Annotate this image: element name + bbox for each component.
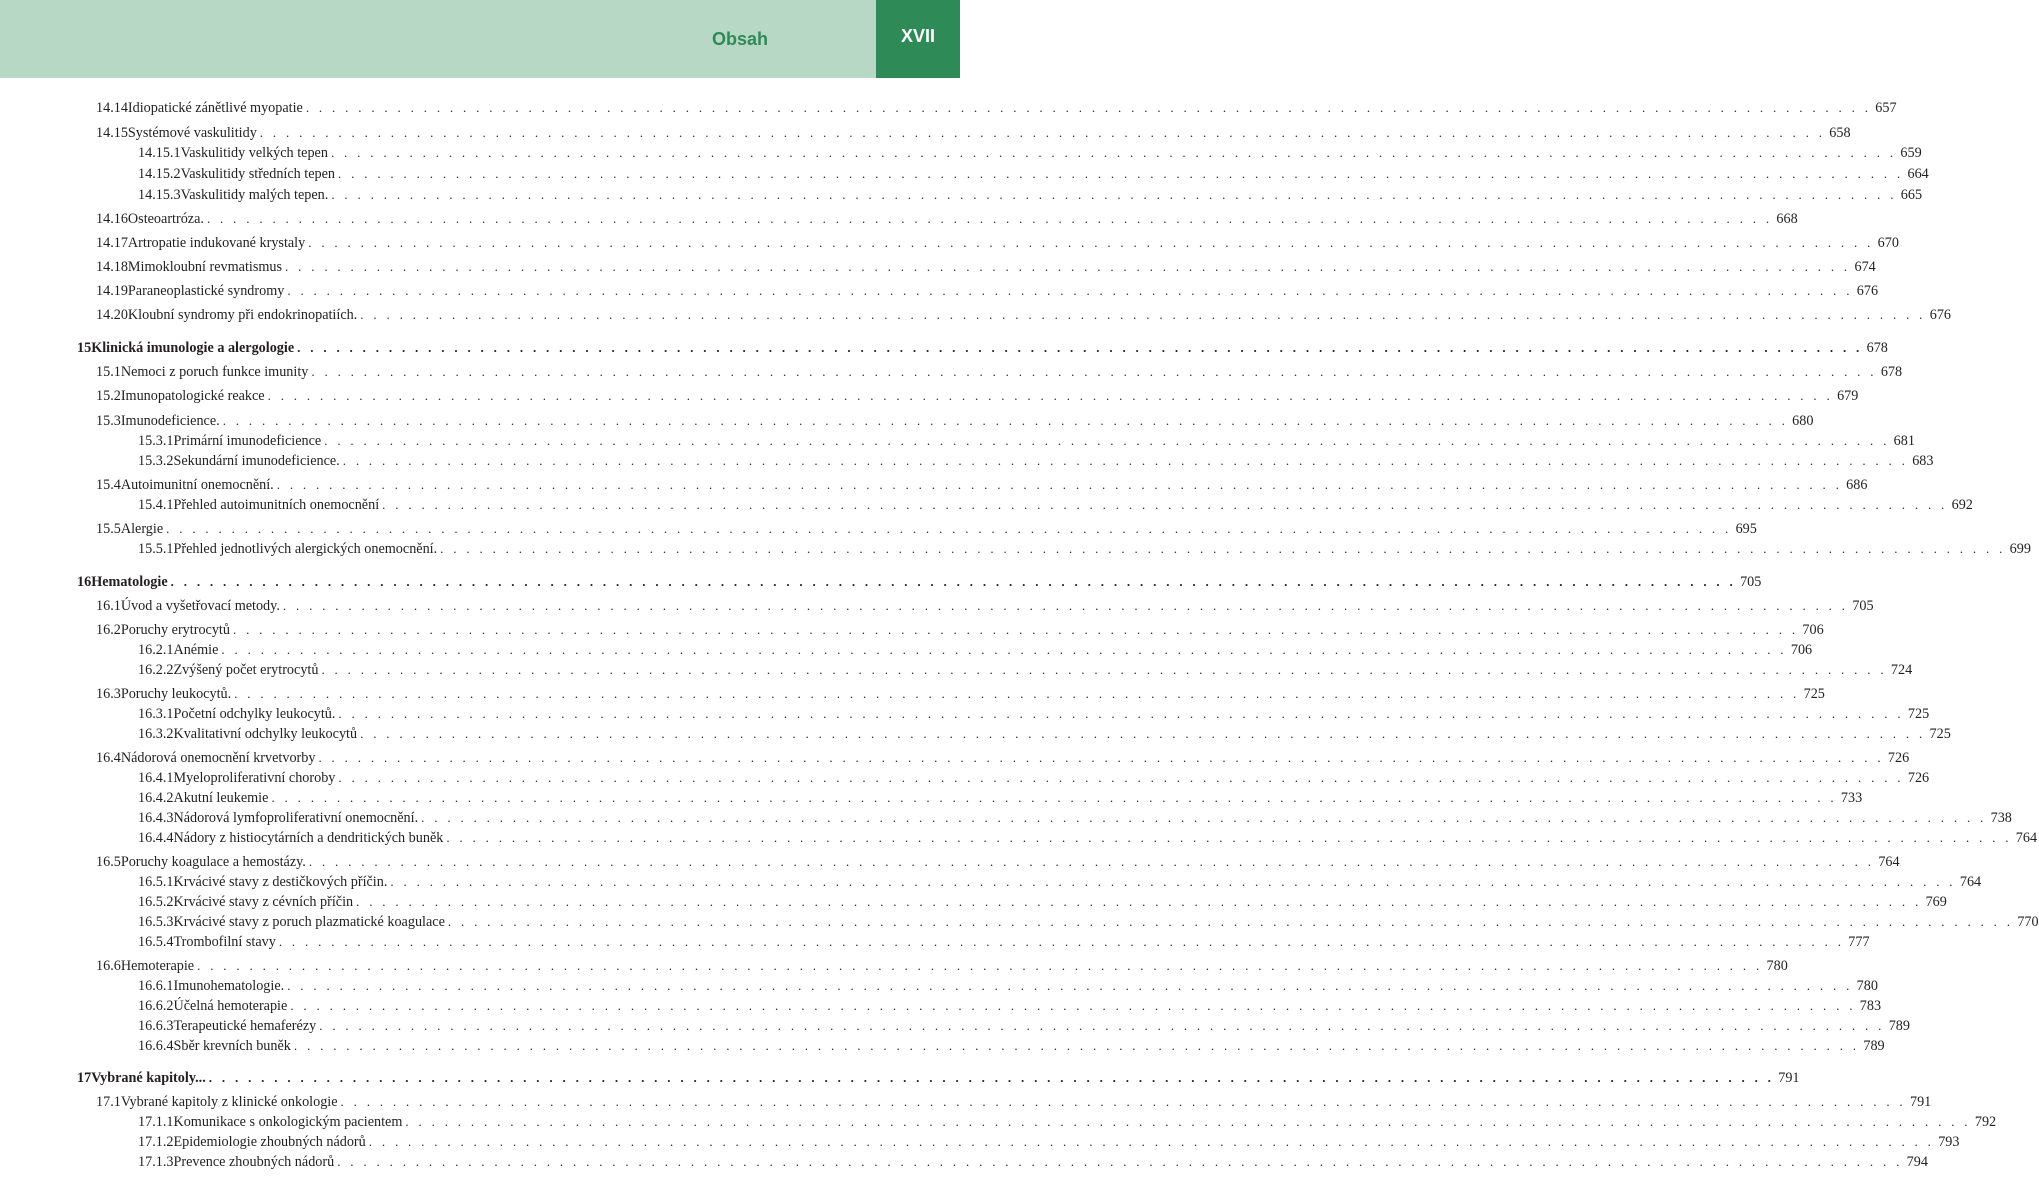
toc-title: Kloubní syndromy při endokrinopatiích.: [127, 307, 358, 323]
toc-page-number: 780: [1856, 978, 1878, 994]
toc-page-number: 692: [1951, 497, 1973, 513]
dot-leader: . . . . . . . . . . . . . . . . . . . . . . . . . . . . . . . . . . . . . . . . . . . . . . . . . . . . . . . . . . . . . . . . . . . . . . . . . . . . . . . . . . . . . . . . . . . . . . . . . . . . . . . . . . . . . . . . . . . . . . . .: [446, 830, 2012, 845]
dot-leader: . . . . . . . . . . . . . . . . . . . . . . . . . . . . . . . . . . . . . . . . . . . . . . . . . . . . . . . . . . . . . . . . . . . . . . . . . . . . . . . . . . . . . . . . . . . . . . . . . . . . . . . . . . . . . . . . . . . . . . . .: [308, 235, 1874, 250]
toc-row[interactable]: [138, 1132, 1960, 1152]
dot-leader: . . . . . . . . . . . . . . . . . . . . . . . . . . . . . . . . . . . . . . . . . . . . . . . . . . . . . . . . . . . . . . . . . . . . . . . . . . . . . . . . . . . . . . . . . . . . . . . . . . . . . . . . . . . . . . . . . . . . . . . .: [206, 211, 1773, 226]
toc-row[interactable]: [96, 519, 1757, 539]
toc-title: Komunikace s onkologickým pacientem: [173, 1114, 403, 1130]
toc-page-number: 676: [1856, 283, 1879, 299]
toc-number: 15.3.2: [138, 453, 174, 469]
toc-title: Akutní leukemie: [173, 790, 269, 806]
toc-number: 15.3: [96, 413, 121, 429]
toc-page-number: 664: [1907, 166, 1929, 182]
toc-page-number: 659: [1900, 145, 1922, 161]
toc-row[interactable]: [138, 1112, 1997, 1132]
toc-number: 14.15.2: [138, 166, 181, 182]
toc-row[interactable]: [138, 872, 1982, 892]
toc-page-number: 725: [1907, 706, 1930, 722]
toc-number: 14.18: [96, 259, 128, 275]
toc-row[interactable]: [138, 495, 1973, 515]
toc-title: Vaskulitidy velkých tepen: [180, 145, 328, 161]
toc-page-number: 791: [1909, 1094, 1932, 1110]
toc-number: 16.3.1: [138, 706, 174, 722]
toc-title: Trombofilní stavy: [173, 934, 276, 950]
toc-title: Imunodeficience.: [120, 413, 220, 429]
dot-leader: . . . . . . . . . . . . . . . . . . . . . . . . . . . . . . . . . . . . . . . . . . . . . . . . . . . . . . . . . . . . . . . . . . . . . . . . . . . . . . . . . . . . . . . . . . . . . . . . . . . . . . . . . . . . . . . . . . . . . . . .: [330, 145, 1897, 160]
toc-row[interactable]: [138, 932, 1870, 952]
dot-leader: . . . . . . . . . . . . . . . . . . . . . . . . . . . . . . . . . . . . . . . . . . . . . . . . . . . . . . . . . . . . . . . . . . . . . . . . . . . . . . . . . . . . . . . . . . . . . . . . . . . . . . . . . . . . . . . . . . . . . . . .: [311, 364, 1877, 379]
toc-title: Imunohematologie.: [173, 978, 285, 994]
dot-leader: . . . . . . . . . . . . . . . . . . . . . . . . . . . . . . . . . . . . . . . . . . . . . . . . . . . . . . . . . . . . . . . . . . . . . . . . . . . . . . . . . . . . . . . . . . . . . . . . . . . . . . . . . . . . . . . . . . . . . . . .: [232, 622, 1799, 637]
toc-number: 16.1: [96, 598, 121, 614]
dot-leader: . . . . . . . . . . . . . . . . . . . . . . . . . . . . . . . . . . . . . . . . . . . . . . . . . . . . . . . . . . . . . . . . . . . . . . . . . . . . . . . . . . . . . . . . . . . . . . . . . . . . . . . . . . . . . . . . . . . . . . . .: [390, 874, 1956, 889]
toc-row[interactable]: [96, 411, 1814, 431]
dot-leader: . . . . . . . . . . . . . . . . . . . . . . . . . . . . . . . . . . . . . . . . . . . . . . . . . . . . . . . . . . . . . . . . . . . . . . . . . . . . . . . . . . . . . . . . . . . . . . . . . . . . . . . . . . . . . . . . . . . . . . . .: [222, 413, 1789, 428]
toc-title: Krvácivé stavy z cévních příčin: [173, 894, 354, 910]
toc-page-number: 725: [1929, 726, 1951, 742]
toc-number: 17.1.3: [138, 1154, 174, 1170]
toc-page-number: 665: [1900, 187, 1923, 203]
toc-number: 14.17: [96, 235, 128, 251]
toc-row[interactable]: [138, 640, 1813, 660]
toc-title: Nemoci z poruch funkce imunity: [120, 364, 309, 380]
dot-leader: . . . . . . . . . . . . . . . . . . . . . . . . . . . . . . . . . . . . . . . . . . . . . . . . . . . . . . . . . . . . . . . . . . . . . . . . . . . . . . . . . . . . . . . . . . . . . . . . . . . . . . . . . . . . . . . . . . . . . . . .: [319, 1018, 1885, 1033]
toc-row[interactable]: [138, 185, 1923, 205]
toc-title: Vaskulitidy malých tepen.: [180, 187, 329, 203]
toc-row[interactable]: [96, 852, 1900, 872]
toc-number: 16: [77, 574, 92, 590]
toc-title: Přehled autoimunitních onemocnění: [173, 497, 380, 513]
toc-row[interactable]: [138, 996, 1882, 1016]
dot-leader: . . . . . . . . . . . . . . . . . . . . . . . . . . . . . . . . . . . . . . . . . . . . . . . . . . . . . . . . . . . . . . . . . . . . . . . . . . . . . . . . . . . . . . . . . . . . . . . . . . . . . . . . . . . . . . . . . . . . . . . .: [278, 934, 1845, 949]
toc-number: 16.2.1: [138, 642, 174, 658]
toc-number: 16.5.1: [138, 874, 174, 890]
toc-page-number: 705: [1852, 598, 1874, 614]
dot-leader: . . . . . . . . . . . . . . . . . . . . . . . . . . . . . . . . . . . . . . . . . . . . . . . . . . . . . . . . . . . . . . . . . . . . . . . . . . . . . . . . . . . . . . . . . . . . . . . . . . . . . . . . . . . . . . . . . . . . . . . .: [342, 453, 1909, 468]
toc-page-number: 789: [1863, 1038, 1885, 1054]
toc-title: Systémové vaskulitidy: [127, 125, 257, 141]
toc-page-number: 770: [2017, 914, 2039, 930]
toc-number: 14.15.3: [138, 187, 181, 203]
dot-leader: . . . . . . . . . . . . . . . . . . . . . . . . . . . . . . . . . . . . . . . . . . . . . . . . . . . . . . . . . . . . . . . . . . . . . . . . . . . . . . . . . . . . . . . . . . . . . . . . . . . . . . . . . . . . . . . . . . . . . . . .: [287, 283, 1853, 298]
toc-page-number: 769: [1925, 894, 1947, 910]
toc-number: 16.4.2: [138, 790, 174, 806]
toc-number: 17.1.1: [138, 1114, 174, 1130]
toc-row[interactable]: [96, 596, 1874, 616]
toc-number: 14.15.1: [138, 145, 181, 161]
toc-row[interactable]: [138, 976, 1878, 996]
toc-title: Anémie: [173, 642, 219, 658]
toc-page-number: 676: [1929, 307, 1951, 323]
toc-title: Primární imunodeficience: [173, 433, 322, 449]
toc-page-number: 726: [1887, 750, 1910, 766]
dot-leader: . . . . . . . . . . . . . . . . . . . . . . . . . . . . . . . . . . . . . . . . . . . . . . . . . . . . . . . . . . . . . . . . . . . . . . . . . . . . . . . . . . . . . . . . . . . . . . . . . . . . . . . . . . . . . . . . . . . . . . . .: [259, 125, 1826, 140]
toc-title: Nádorová lymfoproliferativní onemocnění.: [173, 810, 419, 826]
dot-leader: . . . . . . . . . . . . . . . . . . . . . . . . . . . . . . . . . . . . . . . . . . . . . . . . . . . . . . . . . . . . . . . . . . . . . . . . . . . . . . . . . . . . . . . . . . . . . . . . . . . . . . . . . . . . . . . . . . . . . . . .: [267, 388, 1834, 403]
toc-page-number: 695: [1735, 521, 1757, 537]
toc-number: 14.14: [96, 100, 128, 116]
toc-title: Vybrané kapitoly z klinické onkologie: [120, 1094, 338, 1110]
toc-chapter-row[interactable]: [77, 1068, 1800, 1088]
toc-page-number: 670: [1877, 235, 1899, 251]
toc-title: Sběr krevních buněk: [173, 1038, 291, 1054]
dot-leader: . . . . . . . . . . . . . . . . . . . . . . . . . . . . . . . . . . . . . . . . . . . . . . . . . . . . . . . . . . . . . . . . . . . . . . . . . . . . . . . . . . . . . . . . . . . . . . . . . . . . . . . . . . . . . . . . . . . . . . . .: [405, 1114, 1971, 1129]
toc-row[interactable]: [138, 892, 1947, 912]
toc-row[interactable]: [138, 451, 1934, 471]
toc-row[interactable]: [138, 808, 2012, 828]
dot-leader: . . . . . . . . . . . . . . . . . . . . . . . . . . . . . . . . . . . . . . . . . . . . . . . . . . . . . . . . . . . . . . . . . . . . . . . . . . . . . . . . . . . . . . . . . . . . . . . . . . . . . . . . . . . . . . . . . . . . . . . .: [285, 259, 1851, 274]
page-number: XVII: [876, 0, 960, 78]
toc-page-number: 791: [1778, 1070, 1800, 1086]
dot-leader: . . . . . . . . . . . . . . . . . . . . . . . . . . . . . . . . . . . . . . . . . . . . . . . . . . . . . . . . . . . . . . . . . . . . . . . . . . . . . . . . . . . . . . . . . . . . . . . . . . . . . . . . . . . . . . . . . . . . . . . .: [331, 187, 1897, 202]
toc-number: 16.3.2: [138, 726, 174, 742]
toc-page-number: 657: [1875, 100, 1897, 116]
toc-number: 15.3.1: [138, 433, 174, 449]
dot-leader: . . . . . . . . . . . . . . . . . . . . . . . . . . . . . . . . . . . . . . . . . . . . . . . . . . . . . . . . . . . . . . . . . . . . . . . . . . . . . . . . . . . . . . . . . . . . . . . . . . . . . . . . . . . . . . . . . . . . . . . .: [324, 433, 1890, 448]
toc-title: Klinická imunologie a alergologie: [91, 340, 295, 356]
toc-number: 15: [77, 340, 92, 356]
toc-number: 15.4.1: [138, 497, 174, 513]
toc-title: Krvácivé stavy z destičkových příčin.: [173, 874, 388, 890]
dot-leader: . . . . . . . . . . . . . . . . . . . . . . . . . . . . . . . . . . . . . . . . . . . . . . . . . . . . . . . . . . . . . . . . . . . . . . . . . . . . . . . . . . . . . . . . . . . . . . . . . . . . . . . . . . . . . . . . . . . . . . . .: [308, 854, 1875, 869]
toc-title: Přehled jednotlivých alergických onemocnění.: [173, 541, 438, 557]
toc-number: 14.19: [96, 283, 128, 299]
toc-title: Úvod a vyšetřovací metody.: [120, 598, 280, 614]
dot-leader: . . . . . . . . . . . . . . . . . . . . . . . . . . . . . . . . . . . . . . . . . . . . . . . . . . . . . . . . . . . . . . . . . . . . . . . . . . . . . . . . . . . . . . . . . . . . . . . . . . . . . . . . . . . . . . . . . . . . . . . .: [297, 340, 1863, 355]
toc-page-number: 792: [1974, 1114, 1997, 1130]
toc-title: Početní odchylky leukocytů.: [173, 706, 336, 722]
toc-page-number: 724: [1890, 662, 1913, 678]
toc-page-number: 699: [2009, 541, 2031, 557]
dot-leader: . . . . . . . . . . . . . . . . . . . . . . . . . . . . . . . . . . . . . . . . . . . . . . . . . . . . . . . . . . . . . . . . . . . . . . . . . . . . . . . . . . . . . . . . . . . . . . . . . . . . . . . . . . . . . . . . . . . . . . . .: [440, 541, 2006, 556]
toc-page-number: 764: [1878, 854, 1900, 870]
toc-title: Kvalitativní odchylky leukocytů: [173, 726, 358, 742]
toc-number: 16.5.4: [138, 934, 174, 950]
toc-page-number: 678: [1880, 364, 1903, 380]
toc-title: Artropatie indukované krystaly: [127, 235, 306, 251]
toc-row[interactable]: [138, 912, 2039, 932]
dot-leader: . . . . . . . . . . . . . . . . . . . . . . . . . . . . . . . . . . . . . . . . . . . . . . . . . . . . . . . . . . . . . . . . . . . . . . . . . . . . . . . . . . . . . . . . . . . . . . . . . . . . . . . . . . . . . . . . . . . . . . . .: [197, 958, 1763, 973]
toc-number: 16.4.3: [138, 810, 174, 826]
toc-number: 16.3: [96, 686, 121, 702]
toc-row[interactable]: [138, 704, 1930, 724]
toc-number: 16.6.4: [138, 1038, 174, 1054]
toc-number: 16.4.4: [138, 830, 174, 846]
toc-title: Poruchy leukocytů.: [120, 686, 232, 702]
toc-row[interactable]: [96, 956, 1788, 976]
dot-leader: . . . . . . . . . . . . . . . . . . . . . . . . . . . . . . . . . . . . . . . . . . . . . . . . . . . . . . . . . . . . . . . . . . . . . . . . . . . . . . . . . . . . . . . . . . . . . . . . . . . . . . . . . . . . . . . . . . . . . . . .: [340, 1094, 1906, 1109]
dot-leader: . . . . . . . . . . . . . . . . . . . . . . . . . . . . . . . . . . . . . . . . . . . . . . . . . . . . . . . . . . . . . . . . . . . . . . . . . . . . . . . . . . . . . . . . . . . . . . . . . . . . . . . . . . . . . . . . . . . . . . . .: [338, 166, 1904, 181]
toc-number: 17: [77, 1070, 92, 1086]
toc-row[interactable]: [138, 828, 2038, 848]
toc-number: 16.6.1: [138, 978, 174, 994]
toc-page-number: 738: [1990, 810, 2012, 826]
toc-row[interactable]: [96, 281, 1879, 301]
toc-page-number: 678: [1866, 340, 1888, 356]
toc-number: 14.15: [96, 125, 128, 141]
dot-leader: . . . . . . . . . . . . . . . . . . . . . . . . . . . . . . . . . . . . . . . . . . . . . . . . . . . . . . . . . . . . . . . . . . . . . . . . . . . . . . . . . . . . . . . . . . . . . . . . . . . . . . . . . . . . . . . . . . . . . . . .: [271, 790, 1837, 805]
section-title: Obsah: [711, 29, 768, 49]
toc-row[interactable]: [138, 164, 1929, 184]
toc-row[interactable]: [138, 143, 1922, 163]
toc-page-number: 686: [1846, 477, 1868, 493]
toc-title: Hematologie: [91, 574, 168, 590]
toc-number: 16.5: [96, 854, 121, 870]
toc-number: 14.20: [96, 307, 128, 323]
toc-row[interactable]: [96, 98, 1897, 118]
toc-row[interactable]: [96, 305, 1951, 325]
toc-row[interactable]: [96, 257, 1876, 277]
toc-number: 16.6.2: [138, 998, 174, 1014]
dot-leader: . . . . . . . . . . . . . . . . . . . . . . . . . . . . . . . . . . . . . . . . . . . . . . . . . . . . . . . . . . . . . . . . . . . . . . . . . . . . . . . . . . . . . . . . . . . . . . . . . . . . . . . . . . . . . . . . . . . . . . . .: [276, 477, 1843, 492]
dot-leader: . . . . . . . . . . . . . . . . . . . . . . . . . . . . . . . . . . . . . . . . . . . . . . . . . . . . . . . . . . . . . . . . . . . . . . . . . . . . . . . . . . . . . . . . . . . . . . . . . . . . . . . . . . . . . . . . . . . . . . . .: [221, 642, 1787, 657]
toc-page-number: 794: [1906, 1154, 1928, 1170]
toc-page-number: 705: [1740, 574, 1762, 590]
toc-title: Terapeutické hemaferézy: [173, 1018, 317, 1034]
toc-page-number: 706: [1790, 642, 1813, 658]
toc-title: Vybrané kapitoly...: [91, 1070, 206, 1086]
toc-row[interactable]: [96, 1092, 1932, 1112]
toc-row[interactable]: [96, 123, 1851, 143]
toc-number: 14.16: [96, 211, 128, 227]
toc-page-number: 783: [1859, 998, 1882, 1014]
toc-page-number: 725: [1803, 686, 1825, 702]
toc-title: Poruchy koagulace a hemostázy.: [120, 854, 306, 870]
dot-leader: . . . . . . . . . . . . . . . . . . . . . . . . . . . . . . . . . . . . . . . . . . . . . . . . . . . . . . . . . . . . . . . . . . . . . . . . . . . . . . . . . . . . . . . . . . . . . . . . . . . . . . . . . . . . . . . . . . . . . . . .: [234, 686, 1800, 701]
toc-page-number: 679: [1837, 388, 1859, 404]
toc-number: 16.6.3: [138, 1018, 174, 1034]
dot-leader: . . . . . . . . . . . . . . . . . . . . . . . . . . . . . . . . . . . . . . . . . . . . . . . . . . . . . . . . . . . . . . . . . . . . . . . . . . . . . . . . . . . . . . . . . . . . . . . . . . . . . . . . . . . . . . . . . . . . . . . .: [287, 978, 1853, 993]
toc-row[interactable]: [138, 1016, 1910, 1036]
toc-number: 15.5.1: [138, 541, 174, 557]
toc-row[interactable]: [96, 475, 1868, 495]
toc-title: Sekundární imunodeficience.: [173, 453, 340, 469]
dot-leader: . . . . . . . . . . . . . . . . . . . . . . . . . . . . . . . . . . . . . . . . . . . . . . . . . . . . . . . . . . . . . . . . . . . . . . . . . . . . . . . . . . . . . . . . . . . . . . . . . . . . . . . . . . . . . . . . . . . . . . . .: [305, 100, 1872, 115]
toc-number: 16.5.3: [138, 914, 174, 930]
toc-title: Vaskulitidy středních tepen: [180, 166, 336, 182]
toc-number: 16.6: [96, 958, 121, 974]
toc-number: 17.1: [96, 1094, 121, 1110]
dot-leader: . . . . . . . . . . . . . . . . . . . . . . . . . . . . . . . . . . . . . . . . . . . . . . . . . . . . . . . . . . . . . . . . . . . . . . . . . . . . . . . . . . . . . . . . . . . . . . . . . . . . . . . . . . . . . . . . . . . . . . . .: [338, 770, 1904, 785]
toc-chapter-row[interactable]: [77, 338, 1888, 358]
dot-leader: . . . . . . . . . . . . . . . . . . . . . . . . . . . . . . . . . . . . . . . . . . . . . . . . . . . . . . . . . . . . . . . . . . . . . . . . . . . . . . . . . . . . . . . . . . . . . . . . . . . . . . . . . . . . . . . . . . . . . . . .: [321, 662, 1887, 677]
toc-page-number: 733: [1840, 790, 1863, 806]
toc-number: 16.5.2: [138, 894, 174, 910]
toc-title: Prevence zhoubných nádorů: [173, 1154, 335, 1170]
toc-row[interactable]: [138, 768, 1930, 788]
toc-title: Myeloproliferativní choroby: [173, 770, 336, 786]
toc-row[interactable]: [138, 724, 1951, 744]
toc-row[interactable]: [96, 620, 1824, 640]
toc-title: Poruchy erytrocytů: [120, 622, 230, 638]
toc-number: 16.2: [96, 622, 121, 638]
toc-title: Hemoterapie: [120, 958, 195, 974]
toc-row[interactable]: [138, 788, 1863, 808]
dot-leader: . . . . . . . . . . . . . . . . . . . . . . . . . . . . . . . . . . . . . . . . . . . . . . . . . . . . . . . . . . . . . . . . . . . . . . . . . . . . . . . . . . . . . . . . . . . . . . . . . . . . . . . . . . . . . . . . . . . . . . . .: [293, 1038, 1860, 1053]
toc-row[interactable]: [96, 233, 1899, 253]
toc-page-number: 780: [1766, 958, 1788, 974]
toc-title: Zvýšený počet erytrocytů: [173, 662, 319, 678]
toc-number: 16.2.2: [138, 662, 174, 678]
toc-number: 16.4.1: [138, 770, 174, 786]
toc-row[interactable]: [138, 1152, 1928, 1172]
dot-leader: . . . . . . . . . . . . . . . . . . . . . . . . . . . . . . . . . . . . . . . . . . . . . . . . . . . . . . . . . . . . . . . . . . . . . . . . . . . . . . . . . . . . . . . . . . . . . . . . . . . . . . . . . . . . . . . . . . . . . . . .: [447, 914, 2014, 929]
toc-title: Nádorová onemocnění krvetvorby: [120, 750, 316, 766]
dot-leader: . . . . . . . . . . . . . . . . . . . . . . . . . . . . . . . . . . . . . . . . . . . . . . . . . . . . . . . . . . . . . . . . . . . . . . . . . . . . . . . . . . . . . . . . . . . . . . . . . . . . . . . . . . . . . . . . . . . . . . . .: [166, 521, 1732, 536]
toc-page-number: 706: [1802, 622, 1824, 638]
toc-page-number: 683: [1912, 453, 1934, 469]
toc-page-number: 658: [1829, 125, 1851, 141]
dot-leader: . . . . . . . . . . . . . . . . . . . . . . . . . . . . . . . . . . . . . . . . . . . . . . . . . . . . . . . . . . . . . . . . . . . . . . . . . . . . . . . . . . . . . . . . . . . . . . . . . . . . . . . . . . . . . . . . . . . . . . . .: [318, 750, 1884, 765]
toc-page-number: 789: [1888, 1018, 1910, 1034]
toc-title: Účelná hemoterapie: [173, 998, 288, 1014]
toc-page-number: 668: [1776, 211, 1798, 227]
toc-page-number: 680: [1792, 413, 1814, 429]
toc-title: Paraneoplastické syndromy: [127, 283, 285, 299]
dot-leader: . . . . . . . . . . . . . . . . . . . . . . . . . . . . . . . . . . . . . . . . . . . . . . . . . . . . . . . . . . . . . . . . . . . . . . . . . . . . . . . . . . . . . . . . . . . . . . . . . . . . . . . . . . . . . . . . . . . . . . . .: [421, 810, 1987, 825]
toc-row[interactable]: [96, 362, 1903, 382]
toc-page-number: 764: [2015, 830, 2038, 846]
toc-chapter-row[interactable]: [77, 572, 1762, 592]
toc-page-number: 726: [1907, 770, 1930, 786]
dot-leader: . . . . . . . . . . . . . . . . . . . . . . . . . . . . . . . . . . . . . . . . . . . . . . . . . . . . . . . . . . . . . . . . . . . . . . . . . . . . . . . . . . . . . . . . . . . . . . . . . . . . . . . . . . . . . . . . . . . . . . . .: [282, 598, 1849, 613]
toc-row[interactable]: [96, 209, 1798, 229]
toc-page-number: 764: [1959, 874, 1982, 890]
toc-page-number: 793: [1938, 1134, 1960, 1150]
toc-row[interactable]: [138, 1036, 1885, 1056]
toc-title: Mimokloubní revmatismus: [127, 259, 283, 275]
toc-page-number: 681: [1893, 433, 1915, 449]
toc-title: Nádory z histiocytárních a dendritických buněk: [173, 830, 444, 846]
toc-row[interactable]: [96, 748, 1910, 768]
toc-row[interactable]: [138, 660, 1913, 680]
dot-leader: . . . . . . . . . . . . . . . . . . . . . . . . . . . . . . . . . . . . . . . . . . . . . . . . . . . . . . . . . . . . . . . . . . . . . . . . . . . . . . . . . . . . . . . . . . . . . . . . . . . . . . . . . . . . . . . . . . . . . . . .: [290, 998, 1856, 1013]
dot-leader: . . . . . . . . . . . . . . . . . . . . . . . . . . . . . . . . . . . . . . . . . . . . . . . . . . . . . . . . . . . . . . . . . . . . . . . . . . . . . . . . . . . . . . . . . . . . . . . . . . . . . . . . . . . . . . . . . . . . . . . .: [360, 307, 1926, 322]
toc-number: 16.4: [96, 750, 121, 766]
toc-title: Idiopatické zánětlivé myopatie: [127, 100, 303, 116]
toc-page-number: 674: [1854, 259, 1876, 275]
toc-row[interactable]: [96, 684, 1825, 704]
toc-number: 15.2: [96, 388, 121, 404]
toc-row[interactable]: [138, 431, 1915, 451]
toc-number: 15.4: [96, 477, 121, 493]
toc-title: Alergie: [120, 521, 164, 537]
toc-title: Autoimunitní onemocnění.: [120, 477, 274, 493]
toc-title: Krvácivé stavy z poruch plazmatické koagulace: [173, 914, 445, 930]
toc-title: Imunopatologické reakce: [120, 388, 265, 404]
toc-number: 15.5: [96, 521, 121, 537]
toc-row[interactable]: [96, 386, 1859, 406]
toc-number: 15.1: [96, 364, 121, 380]
dot-leader: . . . . . . . . . . . . . . . . . . . . . . . . . . . . . . . . . . . . . . . . . . . . . . . . . . . . . . . . . . . . . . . . . . . . . . . . . . . . . . . . . . . . . . . . . . . . . . . . . . . . . . . . . . . . . . . . . . . . . . . .: [170, 574, 1737, 589]
dot-leader: . . . . . . . . . . . . . . . . . . . . . . . . . . . . . . . . . . . . . . . . . . . . . . . . . . . . . . . . . . . . . . . . . . . . . . . . . . . . . . . . . . . . . . . . . . . . . . . . . . . . . . . . . . . . . . . . . . . . . . . .: [356, 894, 1922, 909]
toc-title: Epidemiologie zhoubných nádorů: [173, 1134, 366, 1150]
toc-page-number: 777: [1848, 934, 1870, 950]
dot-leader: . . . . . . . . . . . . . . . . . . . . . . . . . . . . . . . . . . . . . . . . . . . . . . . . . . . . . . . . . . . . . . . . . . . . . . . . . . . . . . . . . . . . . . . . . . . . . . . . . . . . . . . . . . . . . . . . . . . . . . . .: [338, 706, 1904, 721]
dot-leader: . . . . . . . . . . . . . . . . . . . . . . . . . . . . . . . . . . . . . . . . . . . . . . . . . . . . . . . . . . . . . . . . . . . . . . . . . . . . . . . . . . . . . . . . . . . . . . . . . . . . . . . . . . . . . . . . . . . . . . . .: [337, 1154, 1903, 1169]
toc-number: 17.1.2: [138, 1134, 174, 1150]
dot-leader: . . . . . . . . . . . . . . . . . . . . . . . . . . . . . . . . . . . . . . . . . . . . . . . . . . . . . . . . . . . . . . . . . . . . . . . . . . . . . . . . . . . . . . . . . . . . . . . . . . . . . . . . . . . . . . . . . . . . . . . .: [368, 1134, 1935, 1149]
dot-leader: . . . . . . . . . . . . . . . . . . . . . . . . . . . . . . . . . . . . . . . . . . . . . . . . . . . . . . . . . . . . . . . . . . . . . . . . . . . . . . . . . . . . . . . . . . . . . . . . . . . . . . . . . . . . . . . . . . . . . . . .: [382, 497, 1948, 512]
toc-title: Osteoartróza.: [127, 211, 204, 227]
dot-leader: . . . . . . . . . . . . . . . . . . . . . . . . . . . . . . . . . . . . . . . . . . . . . . . . . . . . . . . . . . . . . . . . . . . . . . . . . . . . . . . . . . . . . . . . . . . . . . . . . . . . . . . . . . . . . . . . . . . . . . . .: [360, 726, 1926, 741]
toc-row[interactable]: [138, 539, 2031, 559]
dot-leader: . . . . . . . . . . . . . . . . . . . . . . . . . . . . . . . . . . . . . . . . . . . . . . . . . . . . . . . . . . . . . . . . . . . . . . . . . . . . . . . . . . . . . . . . . . . . . . . . . . . . . . . . . . . . . . . . . . . . . . . .: [208, 1070, 1775, 1085]
